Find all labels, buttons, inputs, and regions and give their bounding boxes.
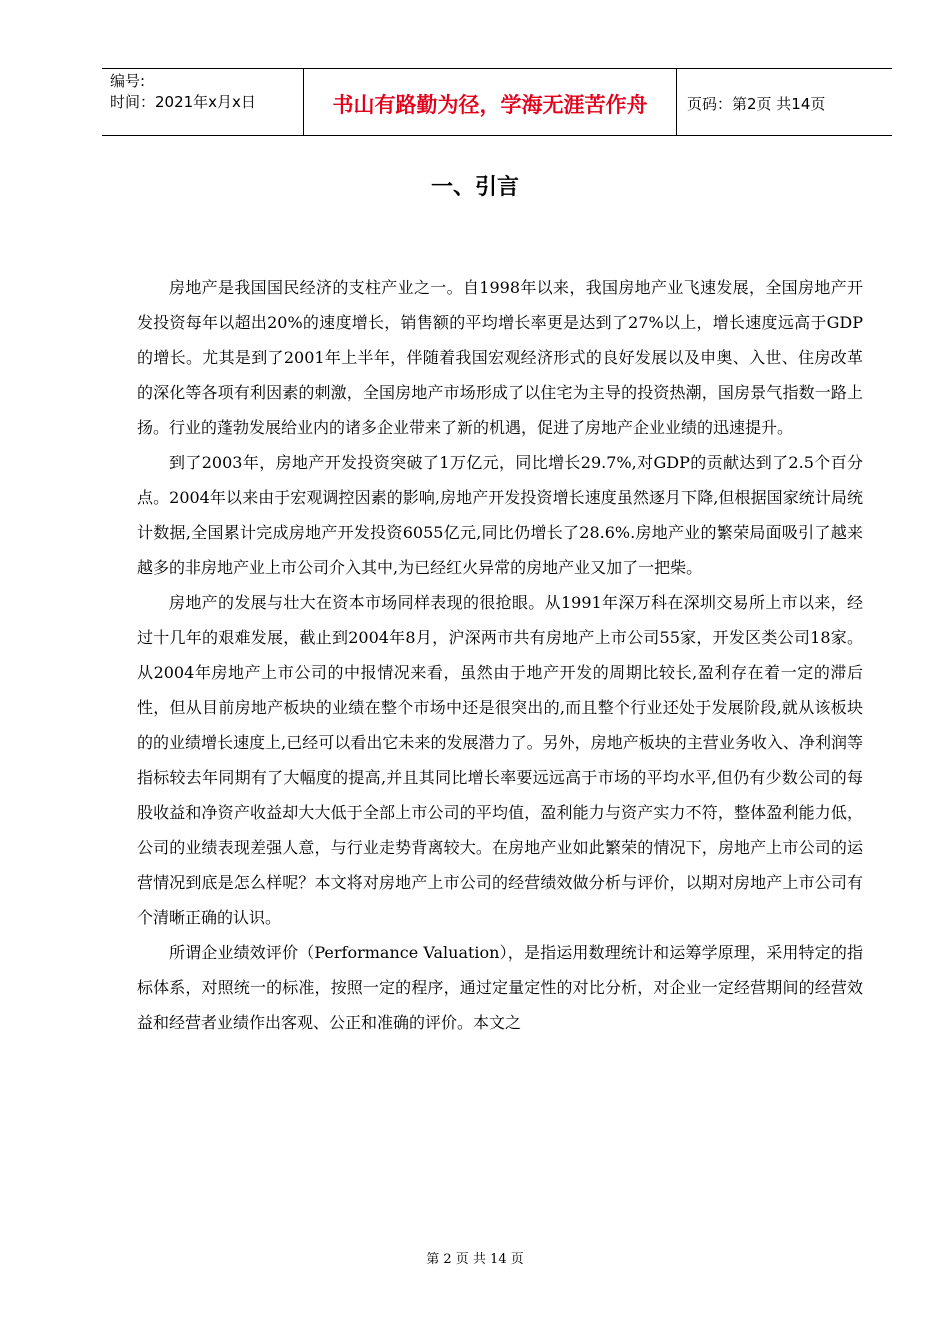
- paragraph-2: 到了2003年，房地产开发投资突破了1万亿元，同比增长29.7%,对GDP的贡献达到了2.5个百分点。2004年以来由于宏观调控因素的影响,房地产开发投资增长速度虽然逐月下降,但根据国家统计局统计数据,全国累计完成房地产开发投资6055亿元,同比仍增长了28.6%.房地产业的繁荣局面吸引了越来越多的非房地产业上市公司介入其中,为已经红火异常的房地产业又加了一把柴。: [137, 453, 863, 577]
- page-footer: 第 2 页 共 14 页: [426, 1252, 524, 1267]
- section-title: 一、引言: [430, 175, 519, 200]
- paragraph-3: 房地产的发展与壮大在资本市场同样表现的很抢眼。从1991年深万科在深圳交易所上市以来，经过十几年的艰难发展，截止到2004年8月，沪深两市共有房地产上市公司55家，开发区类公司18家。从2004年房地产上市公司的中报情况来看，虽然由于地产开发的周期比较长,盈利存在着一定的滞后性，但从目前房地产板块的业绩在整个市场中还是很突出的,而且整个行业还处于发展阶段,就从该板块的的业绩增长速度上,已经可以看出它未来的发展潜力了。另外，房地产板块的主营业务收入、净利润等指标较去年同期有了大幅度的提高,并且其同比增长率要远远高于市场的平均水平,但仍有少数公司的每股收益和净资产收益却大大低于全部上市公司的平均值，盈利能力与资产实力不符，整体盈利能力低，公司的业绩表现差强人意，与行业走势背离较大。在房地产业如此繁荣的情况下，房地产上市公司的运营情况到底是怎么样呢？本文将对房地产上市公司的经营绩效做分析与评价，以期对房地产上市公司有个清晰正确的认识。: [137, 593, 863, 927]
- header-meta: [102, 69, 304, 135]
- page-header: [102, 68, 892, 136]
- header-motto: 书山有路勤为径，学海无涯苦作舟: [304, 69, 677, 135]
- paragraph-1: 房地产是我国国民经济的支柱产业之一。自1998年以来，我国房地产业飞速发展，全国房地产开发投资每年以超出20%的速度增长，销售额的平均增长率更是达到了27%以上，增长速度远高于GDP的增长。尤其是到了2001年上半年，伴随着我国宏观经济形式的良好发展以及申奥、入世、住房改革的深化等各项有利因素的刺激，全国房地产市场形成了以住宅为主导的投资热潮，国房景气指数一路上扬。行业的蓬勃发展给业内的诸多企业带来了新的机遇，促进了房地产企业业绩的迅速提升。: [137, 278, 863, 437]
- time-label: 时间：2021年x月x日: [110, 93, 256, 111]
- number-label: 编号:: [110, 72, 146, 90]
- document-body: [137, 270, 863, 1040]
- header-page-info: 页码：第2页 共14页: [687, 94, 826, 113]
- paragraph-4: 所谓企业绩效评价（Performance Valuation），是指运用数理统计和运筹学原理，采用特定的指标体系，对照统一的标准，按照一定的程序，通过定量定性的对比分析，对企业一定经营期间的经营效益和经营者业绩作出客观、公正和准确的评价。本文之: [137, 943, 863, 1032]
